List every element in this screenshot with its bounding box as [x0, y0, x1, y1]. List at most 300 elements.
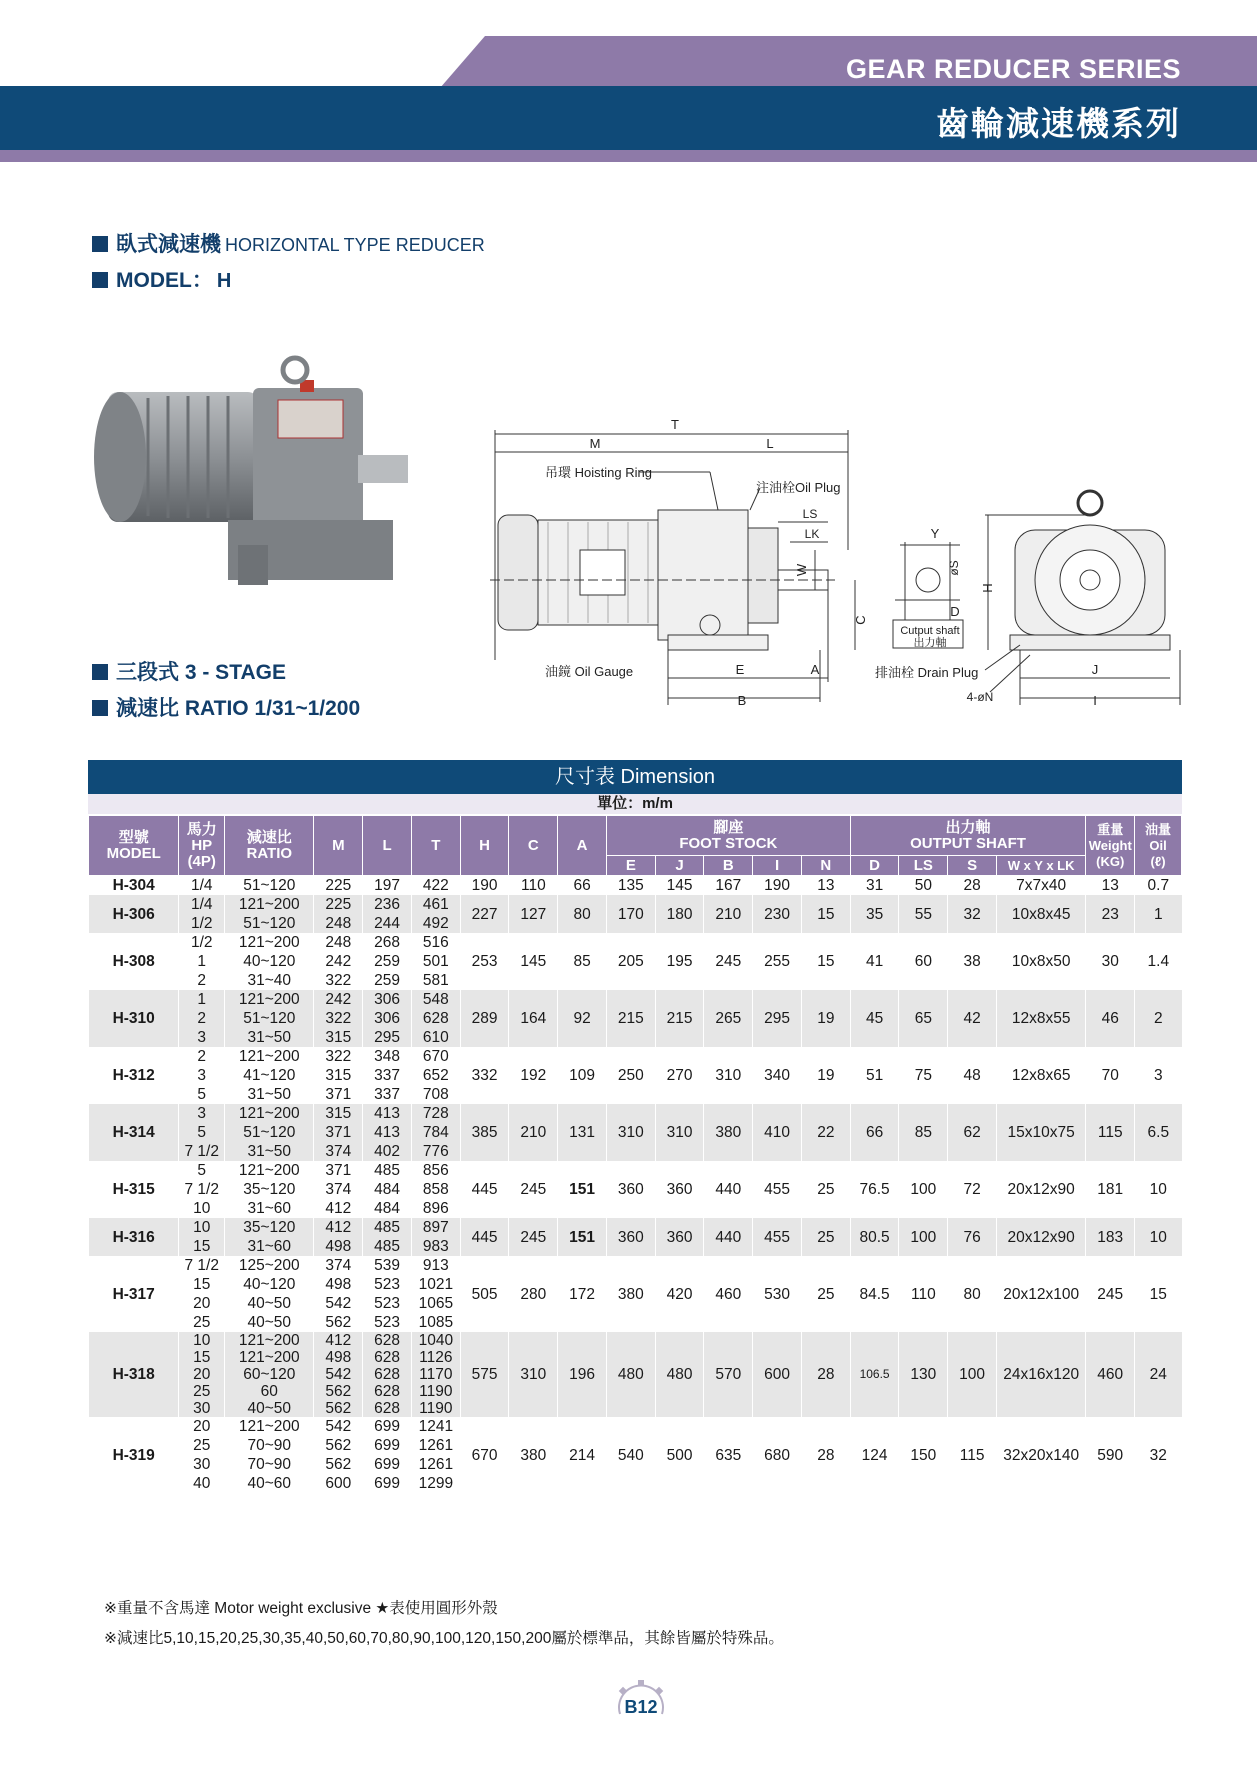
table-cell: 322: [314, 1009, 363, 1028]
table-cell: 15x10x75: [996, 1104, 1085, 1161]
table-cell: 360: [606, 1161, 655, 1218]
table-row: [89, 1218, 1182, 1237]
th-ratio: 減速比 RATIO: [225, 816, 314, 876]
table-cell: 10: [179, 1332, 225, 1349]
table-cell: 385: [460, 1104, 509, 1161]
table-cell: 3: [179, 1028, 225, 1047]
table-cell: 51~120: [225, 1123, 314, 1142]
model-group: [89, 1256, 1182, 1332]
table-cell: 195: [655, 933, 704, 990]
table-cell: 15: [179, 1275, 225, 1294]
table-cell: 24: [1135, 1332, 1182, 1417]
table-cell: 492: [411, 914, 460, 933]
table-cell: 708: [411, 1085, 460, 1104]
dim-label-d: D: [950, 604, 960, 619]
table-cell: 170: [606, 895, 655, 933]
table-row: [89, 990, 1182, 1009]
table-cell: 1170: [411, 1366, 460, 1383]
table-cell: 680: [753, 1417, 802, 1493]
table-cell: 62: [948, 1104, 997, 1161]
table-cell: 25: [801, 1218, 850, 1256]
table-cell: 35: [850, 895, 899, 933]
table-cell: 562: [314, 1383, 363, 1400]
th-model: 型號 MODEL: [89, 816, 179, 876]
table-cell: 197: [363, 876, 412, 896]
dimension-drawing: [490, 410, 1190, 710]
table-row: [89, 876, 1182, 896]
table-cell: 371: [314, 1161, 363, 1180]
label-hoisting-ring: 吊環 Hoisting Ring: [545, 465, 652, 480]
dim-label-l: L: [766, 436, 774, 451]
table-cell: 15: [801, 933, 850, 990]
table-cell: 896: [411, 1199, 460, 1218]
th-d: D: [850, 856, 899, 876]
table-cell: 125~200: [225, 1256, 314, 1275]
table-cell: 31: [850, 876, 899, 896]
table-cell: 225: [314, 895, 363, 914]
title-line-model: [92, 264, 231, 294]
table-cell: 210: [704, 895, 753, 933]
table-cell: 244: [363, 914, 412, 933]
table-cell: 40~50: [225, 1400, 314, 1417]
table-row: [89, 895, 1182, 914]
table-cell: 652: [411, 1066, 460, 1085]
table-cell: 20: [179, 1417, 225, 1436]
table-cell: 135: [606, 876, 655, 896]
table-cell: 420: [655, 1256, 704, 1332]
table-cell: 3: [179, 1104, 225, 1123]
table-cell: 270: [655, 1047, 704, 1104]
model-group: [89, 1104, 1182, 1161]
table-cell: 337: [363, 1066, 412, 1085]
table-cell: 28: [948, 876, 997, 896]
table-cell: 46: [1086, 990, 1135, 1047]
dim-label-h: H: [980, 583, 995, 593]
th-h: H: [460, 816, 509, 876]
table-cell: 100: [899, 1218, 948, 1256]
table-cell: 440: [704, 1161, 753, 1218]
table-cell: 23: [1086, 895, 1135, 933]
table-cell: 310: [704, 1047, 753, 1104]
table-cell: 181: [1086, 1161, 1135, 1218]
table-cell: 172: [558, 1256, 607, 1332]
table-cell: 121~200: [225, 895, 314, 914]
table-cell: 776: [411, 1142, 460, 1161]
table-cell: 66: [850, 1104, 899, 1161]
table-cell: 35~120: [225, 1218, 314, 1237]
th-e: E: [606, 856, 655, 876]
table-cell: 259: [363, 952, 412, 971]
product-photo: [88, 350, 468, 610]
table-cell: 480: [655, 1332, 704, 1417]
th-c: C: [509, 816, 558, 876]
table-cell: 51~120: [225, 914, 314, 933]
table-cell: 127: [509, 895, 558, 933]
dimension-table: [88, 815, 1182, 1493]
table-cell: 30: [179, 1400, 225, 1417]
spec-line-ratio: [92, 692, 360, 722]
table-cell: 41: [850, 933, 899, 990]
model-group: [89, 1332, 1182, 1417]
ratio-en: RATIO 1/31~1/200: [184, 697, 361, 720]
table-cell: 245: [704, 933, 753, 990]
table-cell: 628: [363, 1366, 412, 1383]
th-foot-stock: 腳座 FOOT STOCK: [606, 816, 850, 856]
spec-line-stage: [92, 656, 286, 686]
dim-label-n: 4-øN: [966, 690, 994, 704]
table-cell: 413: [363, 1104, 412, 1123]
table-cell: 31~50: [225, 1142, 314, 1161]
table-cell: 124: [850, 1417, 899, 1493]
table-cell: 310: [509, 1332, 558, 1417]
table-cell: 35~120: [225, 1180, 314, 1199]
table-cell: 460: [1086, 1332, 1135, 1417]
table-cell: 500: [655, 1417, 704, 1493]
table-cell: 164: [509, 990, 558, 1047]
table-cell: H-315: [89, 1161, 179, 1218]
table-cell: 259: [363, 971, 412, 990]
dim-label-j: J: [1091, 662, 1099, 677]
table-cell: 295: [753, 990, 802, 1047]
table-cell: 51~120: [225, 876, 314, 896]
th-m: M: [314, 816, 363, 876]
table-cell: 315: [314, 1028, 363, 1047]
table-cell: 280: [509, 1256, 558, 1332]
dim-label-lk: LK: [804, 527, 820, 541]
table-cell: 1299: [411, 1474, 460, 1493]
table-cell: 190: [460, 876, 509, 896]
table-cell: 215: [606, 990, 655, 1047]
table-cell: 248: [314, 933, 363, 952]
table-cell: 85: [558, 933, 607, 990]
table-cell: 548: [411, 990, 460, 1009]
dim-label-y: Y: [930, 526, 940, 541]
table-cell: 410: [753, 1104, 802, 1161]
table-cell: 131: [558, 1104, 607, 1161]
table-cell: 699: [363, 1417, 412, 1436]
table-cell: 562: [314, 1436, 363, 1455]
table-cell: 10: [1135, 1218, 1182, 1256]
table-unit: 單位：m/m: [88, 794, 1182, 814]
table-cell: 31~50: [225, 1085, 314, 1104]
table-cell: 3: [1135, 1047, 1182, 1104]
table-cell: 41~120: [225, 1066, 314, 1085]
table-cell: 10: [1135, 1161, 1182, 1218]
table-cell: 2: [179, 971, 225, 990]
table-cell: 2: [179, 1009, 225, 1028]
dim-label-c: C: [853, 615, 868, 625]
table-cell: 1.4: [1135, 933, 1182, 990]
table-cell: 210: [509, 1104, 558, 1161]
table-cell: 422: [411, 876, 460, 896]
model-group: [89, 1218, 1182, 1256]
table-cell: 110: [899, 1256, 948, 1332]
dim-label-m: M: [589, 436, 601, 451]
table-cell: 360: [606, 1218, 655, 1256]
table-cell: 562: [314, 1455, 363, 1474]
table-cell: 25: [801, 1161, 850, 1218]
table-cell: H-317: [89, 1256, 179, 1332]
header-title-en: GEAR REDUCER SERIES: [845, 54, 1181, 84]
table-cell: 360: [655, 1161, 704, 1218]
table-cell: 236: [363, 895, 412, 914]
table-cell: H-319: [89, 1417, 179, 1493]
table-cell: 461: [411, 895, 460, 914]
table-cell: 505: [460, 1256, 509, 1332]
table-cell: 15: [1135, 1256, 1182, 1332]
table-cell: 1/2: [179, 914, 225, 933]
bullet-square-icon: [92, 236, 108, 252]
table-cell: 913: [411, 1256, 460, 1275]
table-cell: 322: [314, 1047, 363, 1066]
table-cell: 31~60: [225, 1199, 314, 1218]
table-cell: 498: [314, 1237, 363, 1256]
table-cell: 455: [753, 1218, 802, 1256]
table-cell: 100: [948, 1332, 997, 1417]
table-row: [89, 1332, 1182, 1349]
table-cell: 38: [948, 933, 997, 990]
th-oil: 油量 Oil (ℓ): [1135, 816, 1182, 876]
table-cell: 3: [179, 1066, 225, 1085]
table-cell: 19: [801, 1047, 850, 1104]
dim-label-i: I: [1093, 693, 1097, 708]
table-cell: 516: [411, 933, 460, 952]
table-cell: 130: [899, 1332, 948, 1417]
table-cell: 1085: [411, 1313, 460, 1332]
table-cell: 5: [179, 1085, 225, 1104]
dim-label-s: øS: [947, 560, 961, 576]
table-cell: 151: [558, 1218, 607, 1256]
table-cell: 380: [509, 1417, 558, 1493]
table-cell: 60: [899, 933, 948, 990]
table-cell: 15: [801, 895, 850, 933]
table-cell: 413: [363, 1123, 412, 1142]
label-oil-plug: 注油栓Oil Plug: [756, 480, 841, 495]
table-cell: 562: [314, 1400, 363, 1417]
table-cell: 315: [314, 1104, 363, 1123]
table-cell: 581: [411, 971, 460, 990]
table-cell: 402: [363, 1142, 412, 1161]
dim-label-w: W: [794, 563, 809, 577]
table-cell: 245: [509, 1161, 558, 1218]
table-cell: 523: [363, 1294, 412, 1313]
table-cell: 40~50: [225, 1313, 314, 1332]
table-cell: 92: [558, 990, 607, 1047]
stage-en: 3 - STAGE: [184, 661, 286, 684]
table-cell: 25: [179, 1313, 225, 1332]
table-cell: 183: [1086, 1218, 1135, 1256]
table-cell: 610: [411, 1028, 460, 1047]
table-cell: 10: [179, 1218, 225, 1237]
output-shaft-en: Cutput shaft: [900, 625, 960, 637]
table-cell: 670: [411, 1047, 460, 1066]
table-cell: H-314: [89, 1104, 179, 1161]
table-cell: 20x12x100: [996, 1256, 1085, 1332]
table-cell: 245: [1086, 1256, 1135, 1332]
table-cell: 22: [801, 1104, 850, 1161]
table-cell: 31~40: [225, 971, 314, 990]
model-group: [89, 876, 1182, 896]
model-group: [89, 1161, 1182, 1218]
table-cell: 196: [558, 1332, 607, 1417]
table-cell: 13: [1086, 876, 1135, 896]
table-cell: 295: [363, 1028, 412, 1047]
table-cell: 109: [558, 1047, 607, 1104]
table-cell: 1190: [411, 1383, 460, 1400]
table-cell: 121~200: [225, 990, 314, 1009]
table-cell: 31~50: [225, 1028, 314, 1047]
table-cell: 784: [411, 1123, 460, 1142]
table-cell: 460: [704, 1256, 753, 1332]
table-cell: 167: [704, 876, 753, 896]
table-cell: 380: [704, 1104, 753, 1161]
table-cell: 485: [363, 1218, 412, 1237]
label-oil-gauge: 油鏡 Oil Gauge: [545, 664, 634, 679]
table-cell: 332: [460, 1047, 509, 1104]
table-cell: H-306: [89, 895, 179, 933]
table-cell: 32x20x140: [996, 1417, 1085, 1493]
table-cell: 121~200: [225, 1104, 314, 1123]
table-cell: 76: [948, 1218, 997, 1256]
table-cell: 225: [314, 876, 363, 896]
table-cell: 80: [948, 1256, 997, 1332]
type-en: HORIZONTAL TYPE REDUCER: [225, 235, 485, 255]
table-cell: 498: [314, 1349, 363, 1366]
table-cell: 1: [179, 952, 225, 971]
table-cell: 6.5: [1135, 1104, 1182, 1161]
table-cell: 440: [704, 1218, 753, 1256]
table-cell: H-312: [89, 1047, 179, 1104]
output-shaft-zh: 出力軸: [913, 637, 947, 649]
bullet-square-icon: [92, 664, 108, 680]
table-cell: 65: [899, 990, 948, 1047]
table-title: 尺寸表 Dimension: [88, 760, 1182, 794]
table-cell: 192: [509, 1047, 558, 1104]
table-cell: 15: [179, 1349, 225, 1366]
label-drain-plug: 排油栓 Drain Plug: [875, 665, 979, 680]
table-cell: 897: [411, 1218, 460, 1237]
table-cell: 699: [363, 1474, 412, 1493]
table-cell: 484: [363, 1180, 412, 1199]
table-cell: 340: [753, 1047, 802, 1104]
model-group: [89, 895, 1182, 933]
table-cell: 151: [558, 1161, 607, 1218]
table-cell: 2: [179, 1047, 225, 1066]
th-hp: 馬力 HP (4P): [179, 816, 225, 876]
table-cell: 310: [606, 1104, 655, 1161]
table-cell: 227: [460, 895, 509, 933]
table-cell: 983: [411, 1237, 460, 1256]
table-cell: 360: [655, 1218, 704, 1256]
table-cell: 1261: [411, 1436, 460, 1455]
table-cell: 20x12x90: [996, 1218, 1085, 1256]
table-cell: 1021: [411, 1275, 460, 1294]
table-cell: 230: [753, 895, 802, 933]
table-cell: 80.5: [850, 1218, 899, 1256]
table-cell: 45: [850, 990, 899, 1047]
table-cell: 214: [558, 1417, 607, 1493]
table-cell: 40~60: [225, 1474, 314, 1493]
table-cell: 445: [460, 1161, 509, 1218]
table-cell: 15: [179, 1237, 225, 1256]
table-cell: 540: [606, 1417, 655, 1493]
table-cell: 728: [411, 1104, 460, 1123]
table-cell: 40: [179, 1474, 225, 1493]
table-cell: 13: [801, 876, 850, 896]
table-cell: 858: [411, 1180, 460, 1199]
model-group: [89, 1047, 1182, 1104]
th-a: A: [558, 816, 607, 876]
table-cell: 348: [363, 1047, 412, 1066]
table-cell: 76.5: [850, 1161, 899, 1218]
table-cell: 485: [363, 1161, 412, 1180]
table-cell: 255: [753, 933, 802, 990]
table-cell: 121~200: [225, 1332, 314, 1349]
table-cell: H-308: [89, 933, 179, 990]
table-cell: 28: [801, 1332, 850, 1417]
table-cell: 635: [704, 1417, 753, 1493]
table-cell: 115: [948, 1417, 997, 1493]
table-cell: 40~120: [225, 1275, 314, 1294]
dim-label-a: A: [810, 662, 820, 677]
table-cell: 374: [314, 1180, 363, 1199]
table-row: [89, 1256, 1182, 1275]
model-group: [89, 1417, 1182, 1493]
table-cell: 0.7: [1135, 876, 1182, 896]
table-cell: 60~120: [225, 1366, 314, 1383]
table-cell: 100: [899, 1161, 948, 1218]
table-cell: 306: [363, 990, 412, 1009]
title-line-type: [92, 228, 485, 258]
table-row: [89, 1161, 1182, 1180]
table-cell: 699: [363, 1436, 412, 1455]
ratio-zh: 減速比: [116, 697, 179, 720]
table-row: [89, 1417, 1182, 1436]
table-cell: 55: [899, 895, 948, 933]
model-value: H: [216, 270, 232, 292]
table-cell: 628: [363, 1400, 412, 1417]
table-cell: H-316: [89, 1218, 179, 1256]
table-cell: 1/2: [179, 933, 225, 952]
table-cell: 115: [1086, 1104, 1135, 1161]
table-cell: 530: [753, 1256, 802, 1332]
table-cell: 628: [363, 1332, 412, 1349]
dim-label-t: T: [671, 417, 679, 432]
table-cell: 145: [509, 933, 558, 990]
table-row: [89, 1104, 1182, 1123]
table-cell: 1065: [411, 1294, 460, 1313]
table-cell: 628: [411, 1009, 460, 1028]
th-t: T: [411, 816, 460, 876]
table-cell: H-304: [89, 876, 179, 896]
table-cell: 20: [179, 1294, 225, 1313]
table-cell: 412: [314, 1199, 363, 1218]
table-cell: 253: [460, 933, 509, 990]
table-cell: 31~60: [225, 1237, 314, 1256]
table-cell: 10x8x50: [996, 933, 1085, 990]
table-cell: 7 1/2: [179, 1180, 225, 1199]
table-cell: 121~200: [225, 1047, 314, 1066]
table-cell: 215: [655, 990, 704, 1047]
table-cell: 30: [179, 1455, 225, 1474]
table-cell: 310: [655, 1104, 704, 1161]
table-cell: 50: [899, 876, 948, 896]
table-cell: 306: [363, 1009, 412, 1028]
table-cell: 371: [314, 1123, 363, 1142]
th-l: L: [363, 816, 412, 876]
table-cell: 24x16x120: [996, 1332, 1085, 1417]
table-cell: 2: [1135, 990, 1182, 1047]
